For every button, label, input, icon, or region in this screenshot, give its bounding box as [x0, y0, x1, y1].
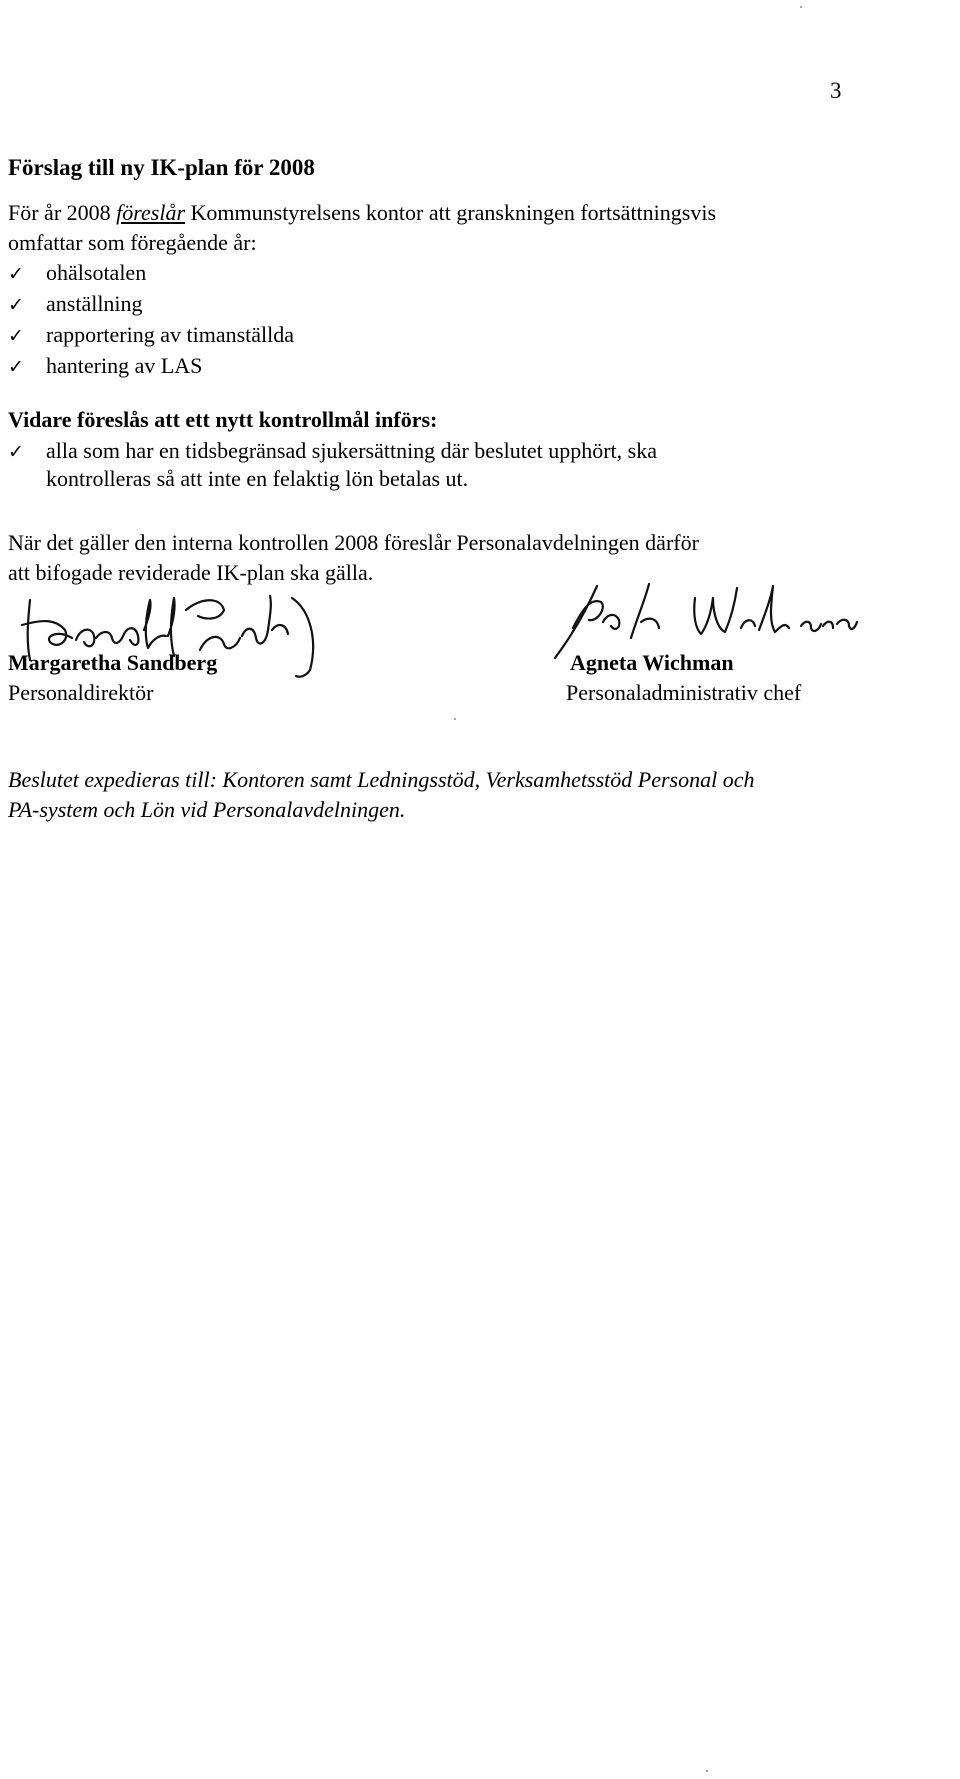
scan-speck: [454, 718, 456, 720]
checkmark-icon: ✓: [8, 325, 24, 347]
checkmark-icon: ✓: [8, 263, 24, 285]
signatory-left-name: Margaretha Sandberg: [8, 650, 218, 675]
signatory-right-title: Personaladministrativ chef: [566, 680, 802, 705]
intro-line-2: omfattar som föregående år:: [8, 230, 257, 255]
section-heading: Förslag till ny IK-plan för 2008: [8, 155, 315, 180]
list-item: [8, 289, 294, 320]
new-control-line-2: kontrolleras så att inte en felaktig lön betalas ut.: [46, 466, 469, 491]
list-item-label: rapportering av timanställda: [46, 322, 295, 347]
footer-line-1: Beslutet expedieras till: Kontoren samt Ledningsstöd, Verksamhetsstöd Personal och: [8, 767, 755, 792]
list-item: [8, 258, 294, 289]
scan-speck: [800, 6, 802, 8]
closing-line-1: När det gäller den interna kontrollen 2008 föreslår Personalavdelningen därför: [8, 530, 699, 555]
new-control-subheading: Vidare föreslås att ett nytt kontrollmål införs:: [8, 407, 438, 432]
list-item-label: ohälsotalen: [46, 260, 147, 285]
new-control-line-1: alla som har en tidsbegränsad sjukersättning där beslutet upphört, ska: [46, 438, 657, 463]
scan-speck: [706, 1770, 708, 1772]
footer-line-2: PA-system och Lön vid Personalavdelningen.: [8, 797, 406, 822]
intro-line-1: [8, 198, 716, 228]
closing-line-2: att bifogade reviderade IK-plan ska gälla.: [8, 560, 374, 585]
intro-line-1-pre: För år 2008: [8, 200, 117, 225]
list-item-label: anställning: [46, 291, 143, 316]
checkmark-icon: ✓: [8, 356, 24, 378]
list-item-label: hantering av LAS: [46, 353, 203, 378]
new-control-item: [8, 436, 657, 467]
checkmark-icon: ✓: [8, 441, 24, 463]
intro-paragraph: [8, 198, 716, 258]
signatory-right-name: Agneta Wichman: [570, 650, 734, 675]
page-number: 3: [830, 78, 842, 103]
emphasis-foreslar: föreslår: [116, 200, 186, 225]
list-item: [8, 320, 294, 351]
checkmark-icon: ✓: [8, 294, 24, 316]
review-checklist: [8, 258, 294, 382]
signatory-left-title: Personaldirektör: [8, 680, 154, 705]
intro-line-1-post: Kommunstyrelsens kontor att granskningen fortsättningsvis: [185, 200, 717, 225]
list-item: [8, 351, 294, 382]
distribution-footer: [8, 765, 755, 825]
